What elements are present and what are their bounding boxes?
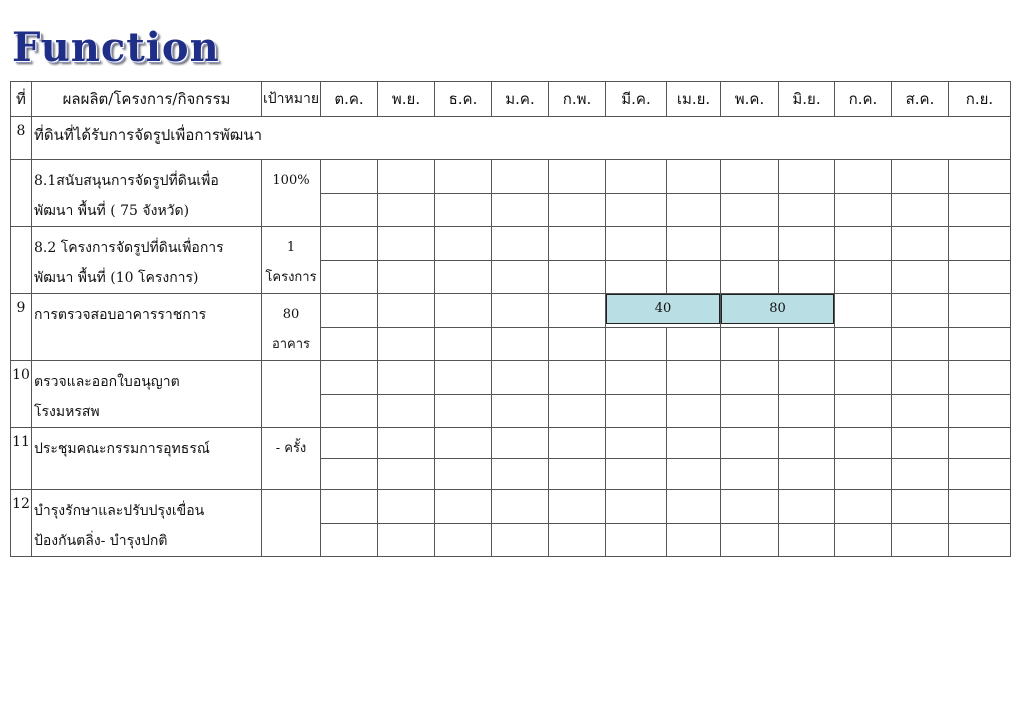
month-cell — [435, 361, 492, 395]
month-cell — [835, 523, 892, 557]
target-cell — [262, 361, 321, 428]
month-cell — [492, 394, 549, 428]
month-cell — [835, 490, 892, 524]
month-cell — [378, 193, 435, 227]
month-cell — [892, 428, 949, 459]
month-cell — [606, 428, 667, 459]
row-number: 9 — [11, 294, 32, 361]
month-cell — [835, 428, 892, 459]
schedule-table — [10, 81, 1011, 557]
month-cell — [667, 428, 721, 459]
month-cell — [779, 523, 835, 557]
activity-cell — [32, 227, 262, 294]
month-cell — [892, 327, 949, 361]
month-cell — [779, 361, 835, 395]
month-cell — [321, 361, 378, 395]
activity-text: พัฒนา พื้นที่ ( 75 จังหวัด) — [34, 203, 190, 219]
month-cell — [779, 428, 835, 459]
header-target: เป้าหมาย — [262, 82, 321, 117]
month-cell — [321, 260, 378, 294]
table-row — [11, 160, 1011, 194]
target-unit: อาคาร — [271, 337, 311, 352]
month-cell — [606, 160, 667, 194]
header-month: พ.ค. — [721, 82, 779, 117]
header-month: ต.ค. — [321, 82, 378, 117]
activity-text: 8.1สนับสนุนการจัดรูปที่ดินเพื่อ — [34, 173, 219, 189]
activity-text: บำรุงรักษาและปรับปรุงเขื่อน — [34, 503, 205, 519]
target-unit: โครงการ — [265, 270, 317, 285]
activity-text: ป้องกันตลิ่ง- บำรุงปกติ — [34, 533, 168, 549]
month-cell — [949, 294, 1011, 328]
month-cell — [779, 490, 835, 524]
month-cell — [321, 227, 378, 261]
month-cell — [721, 160, 779, 194]
month-cell — [721, 193, 779, 227]
month-cell — [779, 459, 835, 490]
month-cell — [667, 361, 721, 395]
header-month: ก.พ. — [549, 82, 606, 117]
target-value: 1 — [286, 240, 296, 255]
month-cell — [835, 361, 892, 395]
activity-cell — [32, 361, 262, 428]
month-cell — [835, 459, 892, 490]
month-cell — [779, 327, 835, 361]
month-cell — [435, 459, 492, 490]
month-cell — [606, 459, 667, 490]
activity-cell — [32, 428, 262, 490]
month-cell — [721, 361, 779, 395]
month-cell — [549, 428, 606, 459]
target-cell — [262, 294, 321, 361]
month-cell — [721, 523, 779, 557]
month-cell — [892, 361, 949, 395]
month-cell — [721, 428, 779, 459]
header-row — [11, 82, 1011, 117]
month-cell — [779, 260, 835, 294]
month-cell — [321, 490, 378, 524]
month-cell — [667, 523, 721, 557]
month-cell — [892, 490, 949, 524]
row-number — [11, 227, 32, 294]
activity-cell — [32, 490, 262, 557]
month-cell — [892, 394, 949, 428]
month-cell — [779, 193, 835, 227]
month-cell — [606, 361, 667, 395]
month-cell — [606, 327, 667, 361]
month-cell — [892, 523, 949, 557]
month-cell — [667, 490, 721, 524]
schedule-bar: 80 — [721, 294, 834, 324]
activity-text: การตรวจสอบอาคารราชการ — [34, 307, 207, 323]
month-cell — [835, 260, 892, 294]
target-cell: - ครั้ง — [262, 428, 321, 490]
month-cell — [378, 523, 435, 557]
month-cell — [549, 193, 606, 227]
month-cell — [949, 490, 1011, 524]
table-row — [11, 428, 1011, 459]
activity-text: พัฒนา พื้นที่ (10 โครงการ) — [34, 270, 199, 286]
month-cell — [492, 227, 549, 261]
month-cell — [549, 160, 606, 194]
month-cell — [378, 260, 435, 294]
month-cell — [606, 523, 667, 557]
month-cell — [779, 394, 835, 428]
month-cell — [835, 193, 892, 227]
header-month: ก.ค. — [835, 82, 892, 117]
month-cell — [949, 227, 1011, 261]
activity-text: ประชุมคณะกรรมการอุทธรณ์ — [34, 441, 210, 457]
row-number: 11 — [11, 428, 32, 490]
table-row — [11, 361, 1011, 395]
month-cell — [321, 160, 378, 194]
month-cell — [321, 459, 378, 490]
month-cell — [835, 327, 892, 361]
month-cell — [892, 459, 949, 490]
month-cell — [549, 459, 606, 490]
month-cell — [892, 294, 949, 328]
month-cell — [378, 227, 435, 261]
month-cell — [779, 227, 835, 261]
header-month: พ.ย. — [378, 82, 435, 117]
month-cell — [667, 160, 721, 194]
month-cell — [606, 260, 667, 294]
target-cell: 100% — [262, 160, 321, 227]
month-cell — [721, 260, 779, 294]
row-number: 10 — [11, 361, 32, 428]
month-cell — [667, 327, 721, 361]
month-cell — [606, 193, 667, 227]
activity-text: โรงมหรสพ — [34, 404, 100, 420]
header-month: มี.ค. — [606, 82, 667, 117]
table-row — [11, 490, 1011, 524]
table-row — [11, 294, 1011, 328]
month-cell — [949, 327, 1011, 361]
header-activity: ผลผลิต/โครงการ/กิจกรรม — [32, 82, 262, 117]
month-cell — [949, 193, 1011, 227]
month-cell — [549, 394, 606, 428]
month-cell — [321, 327, 378, 361]
month-cell — [435, 160, 492, 194]
header-month: ส.ค. — [892, 82, 949, 117]
month-cell — [378, 327, 435, 361]
month-cell — [549, 294, 606, 328]
header-month: มิ.ย. — [779, 82, 835, 117]
month-cell — [435, 327, 492, 361]
month-cell — [721, 459, 779, 490]
month-cell — [492, 459, 549, 490]
month-cell — [492, 490, 549, 524]
month-cell — [435, 428, 492, 459]
month-cell — [378, 361, 435, 395]
month-cell — [378, 428, 435, 459]
month-cell — [321, 523, 378, 557]
month-cell — [721, 294, 835, 328]
month-cell — [606, 227, 667, 261]
month-cell — [892, 193, 949, 227]
row-number: 12 — [11, 490, 32, 557]
month-cell — [321, 193, 378, 227]
row-number: 8 — [11, 117, 32, 160]
month-cell — [835, 227, 892, 261]
month-cell — [435, 227, 492, 261]
month-cell — [435, 193, 492, 227]
month-cell — [435, 523, 492, 557]
month-cell — [549, 523, 606, 557]
activity-cell — [32, 160, 262, 227]
target-cell — [262, 490, 321, 557]
month-cell — [549, 327, 606, 361]
month-cell — [549, 361, 606, 395]
month-cell — [435, 260, 492, 294]
month-cell — [949, 160, 1011, 194]
month-cell — [378, 160, 435, 194]
month-cell — [667, 394, 721, 428]
month-cell — [492, 327, 549, 361]
month-cell — [492, 428, 549, 459]
month-cell — [835, 394, 892, 428]
table-row — [11, 117, 1011, 160]
month-cell — [492, 260, 549, 294]
month-cell — [667, 260, 721, 294]
month-cell — [378, 294, 435, 328]
month-cell — [492, 294, 549, 328]
month-cell — [892, 260, 949, 294]
month-cell — [892, 160, 949, 194]
month-cell — [949, 523, 1011, 557]
month-cell — [667, 459, 721, 490]
month-cell — [949, 260, 1011, 294]
target-value: 80 — [282, 307, 300, 322]
section-title: ที่ดินที่ได้รับการจัดรูปเพื่อการพัฒนา — [32, 117, 1011, 160]
month-cell — [949, 394, 1011, 428]
month-cell — [721, 227, 779, 261]
month-cell — [435, 394, 492, 428]
table-row — [11, 227, 1011, 261]
schedule-bar: 40 — [606, 294, 720, 324]
month-cell — [378, 490, 435, 524]
target-cell — [262, 227, 321, 294]
month-cell — [549, 260, 606, 294]
activity-text: ตรวจและออกใบอนุญาต — [34, 374, 180, 390]
row-number — [11, 160, 32, 227]
month-cell — [667, 193, 721, 227]
month-cell — [606, 294, 721, 328]
page-title: Function — [12, 24, 220, 71]
month-cell — [721, 490, 779, 524]
month-cell — [667, 227, 721, 261]
month-cell — [378, 394, 435, 428]
month-cell — [721, 394, 779, 428]
month-cell — [321, 428, 378, 459]
month-cell — [779, 160, 835, 194]
month-cell — [549, 490, 606, 524]
month-cell — [949, 459, 1011, 490]
month-cell — [321, 294, 378, 328]
month-cell — [949, 361, 1011, 395]
month-cell — [835, 294, 892, 328]
month-cell — [949, 428, 1011, 459]
month-cell — [549, 227, 606, 261]
month-cell — [835, 160, 892, 194]
header-month: ก.ย. — [949, 82, 1011, 117]
month-cell — [492, 361, 549, 395]
month-cell — [492, 523, 549, 557]
month-cell — [492, 193, 549, 227]
month-cell — [606, 490, 667, 524]
header-month: ธ.ค. — [435, 82, 492, 117]
month-cell — [435, 294, 492, 328]
month-cell — [606, 394, 667, 428]
month-cell — [721, 327, 779, 361]
header-no: ที่ — [11, 82, 32, 117]
header-month: ม.ค. — [492, 82, 549, 117]
month-cell — [492, 160, 549, 194]
month-cell — [321, 394, 378, 428]
activity-text: 8.2 โครงการจัดรูปที่ดินเพื่อการ — [34, 240, 224, 256]
header-month: เม.ย. — [667, 82, 721, 117]
month-cell — [378, 459, 435, 490]
activity-cell — [32, 294, 262, 361]
month-cell — [435, 490, 492, 524]
month-cell — [892, 227, 949, 261]
